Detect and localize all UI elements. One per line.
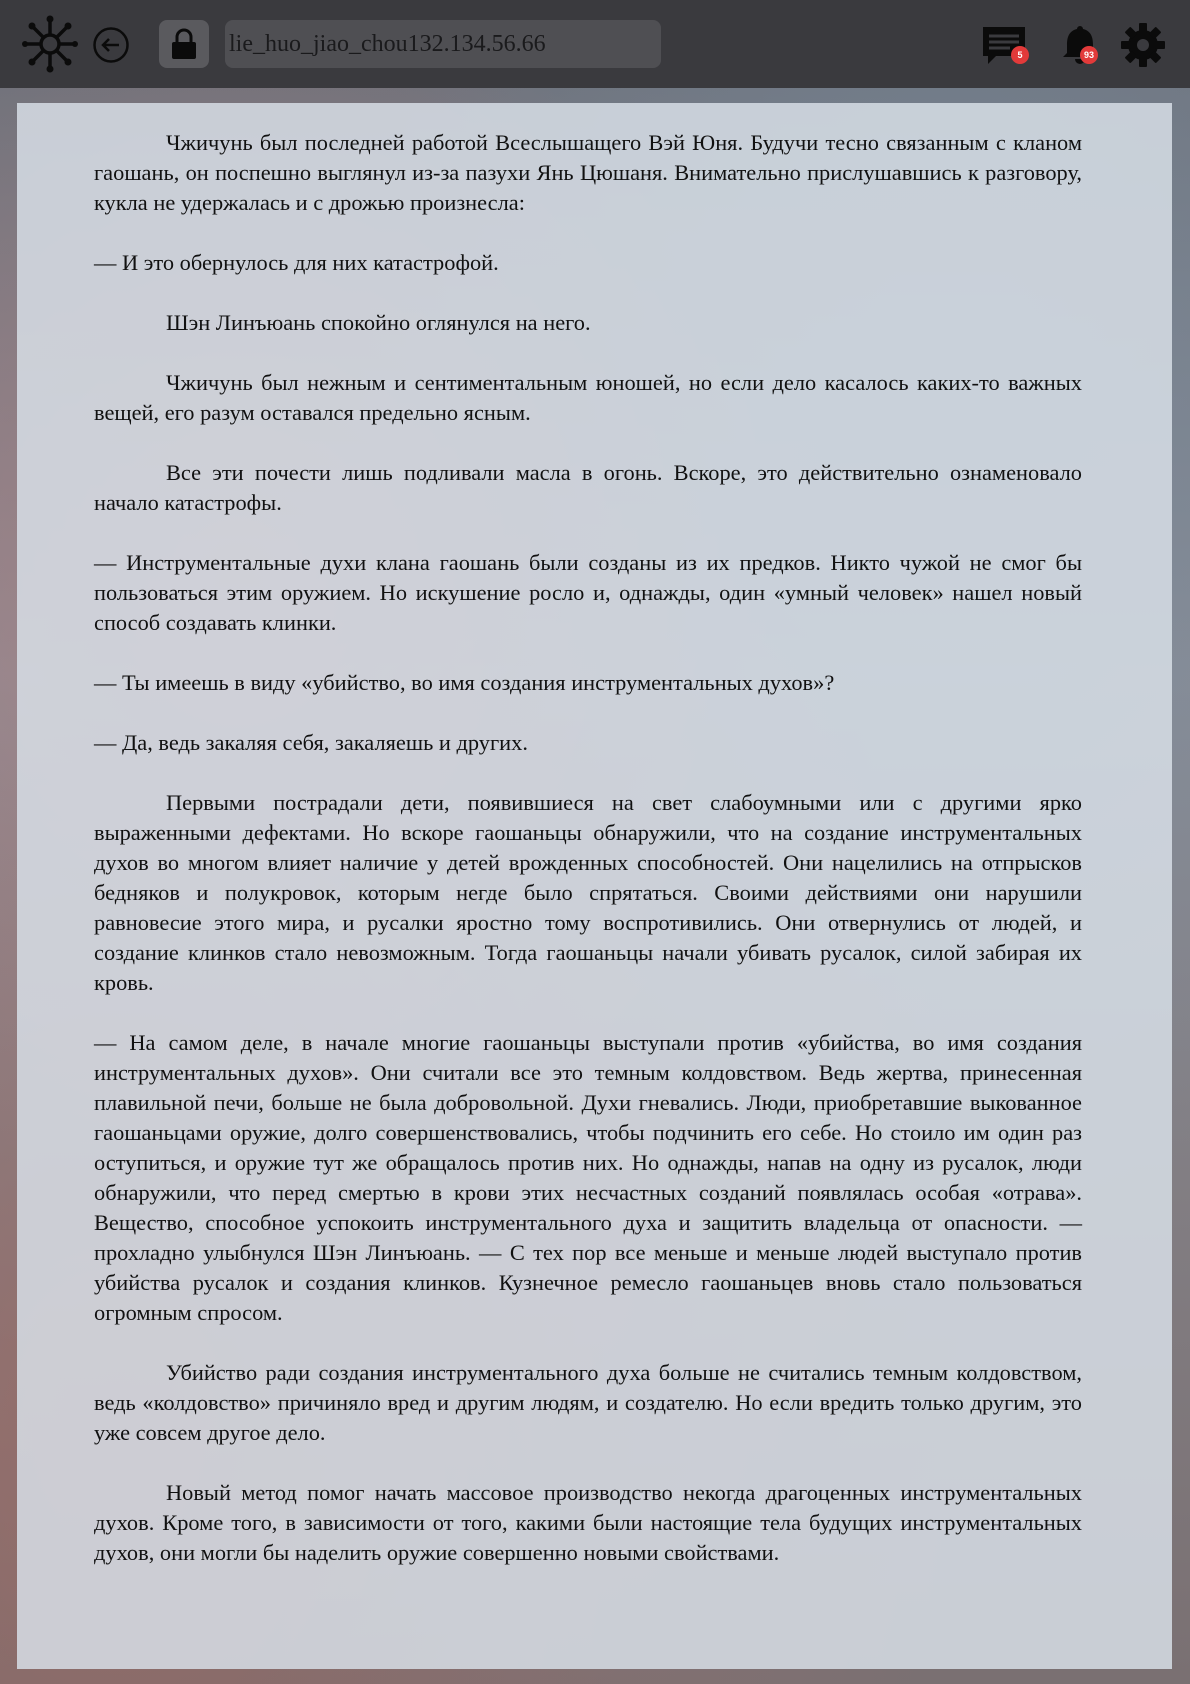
- article-paragraph: Чжичунь был последней работой Всеслышащего Вэй Юня. Будучи тесно связанным с кланом гаошань, он поспешно выглянул из-за пазухи Янь Цюшаня. Внимательно прислушавшись к разговору, кукла не удержалась и с дрожью произнесла:: [94, 130, 1082, 215]
- article-paragraph: — Инструментальные духи клана гаошань были созданы из их предков. Никто чужой не смог бы пользоваться этим оружием. Но искушение росло и, однажды, один «умный человек» нашел новый способ создавать клинки.: [94, 550, 1082, 635]
- article-paragraph: — И это обернулось для них катастрофой.: [94, 250, 499, 275]
- top-toolbar: [0, 0, 1190, 88]
- article-paragraph: Новый метод помог начать массовое производство некогда драгоценных инструментальных духов. Кроме того, в зависимости от того, какими были настоящие тела будущих инструментальных духов, они могли бы наделить оружие совершенно новыми свойствами.: [94, 1480, 1082, 1565]
- article-paragraph: Первыми пострадали дети, появившиеся на свет слабоумными или с другими ярко выраженными дефектами. Но вскоре гаошаньцы обнаружили, что на создание инструментальных духов во многом влияет наличие у детей врожденных способностей. Они нацелились на отпрысков бедняков и полукровок, которым негде было спрятаться. Своими действиями они нарушили равновесие этого мира, и русалки яростно тому воспротивились. Они отвернулись от людей, и создание клинков стало невозможным. Тогда гаошаньцы начали убивать русалок, силой забирая их кровь.: [94, 790, 1082, 995]
- article-paragraph: Шэн Линъюань спокойно оглянулся на него.: [166, 310, 591, 335]
- address-input[interactable]: [225, 20, 661, 68]
- notifications-count-badge: 93: [1080, 46, 1098, 64]
- settings-button[interactable]: [1120, 22, 1166, 68]
- article-paragraph: — Ты имеешь в виду «убийство, во имя создания инструментальных духов»?: [94, 670, 835, 695]
- gear-icon: [1120, 22, 1166, 68]
- article-paragraph: Убийство ради создания инструментального духа больше не считались темным колдовством, ведь «колдовство» причиняло вред и другим людям, и создателю. Но если вредить только другим, это уже совсем другое дело.: [94, 1360, 1082, 1445]
- address-text: lie_huo_jiao_chou132.134.56.66: [229, 30, 546, 57]
- messages-count-badge: 5: [1011, 46, 1029, 64]
- article-text: [94, 128, 1082, 1598]
- back-button[interactable]: [92, 26, 130, 64]
- lock-button[interactable]: [159, 20, 209, 68]
- article-paragraph: — Да, ведь закаляя себя, закаляешь и других.: [94, 730, 528, 755]
- network-logo-icon[interactable]: [22, 14, 78, 74]
- article-paragraph: — На самом деле, в начале многие гаошаньцы выступали против «убийства, во имя создания инструментальных духов». Они считали все это темным колдовством. Ведь жертва, принесенная плавильной печи, больше не была добровольной. Духи гневались. Люди, приобретавшие выкованное гаошаньцами оружие, долго совершенствовались, чтобы подчинить его себе. Но стоило им один раз оступиться, и оружие тут же обращалось против них. Но однажды, напав на одну из русалок, люди обнаружили, что перед смертью в крови этих несчастных созданий появлялась особая «отрава». Вещество, способное успокоить инструментального духа и защитить владельца от опасности. — прохладно улыбнулся Шэн Линъюань. — С тех пор все меньше и меньше людей выступало против убийства русалок и создания клинков. Кузнечное ремесло гаошаньцев вновь стало пользоваться огромным спросом.: [94, 1030, 1082, 1325]
- lock-icon: [169, 27, 199, 61]
- article-paragraph: Чжичунь был нежным и сентиментальным юношей, но если дело касалось каких-то важных вещей, его разум оставался предельно ясным.: [94, 370, 1082, 425]
- arrow-left-icon: [92, 26, 130, 64]
- article-paragraph: Все эти почести лишь подливали масла в огонь. Вскоре, это действительно ознаменовало начало катастрофы.: [94, 460, 1082, 515]
